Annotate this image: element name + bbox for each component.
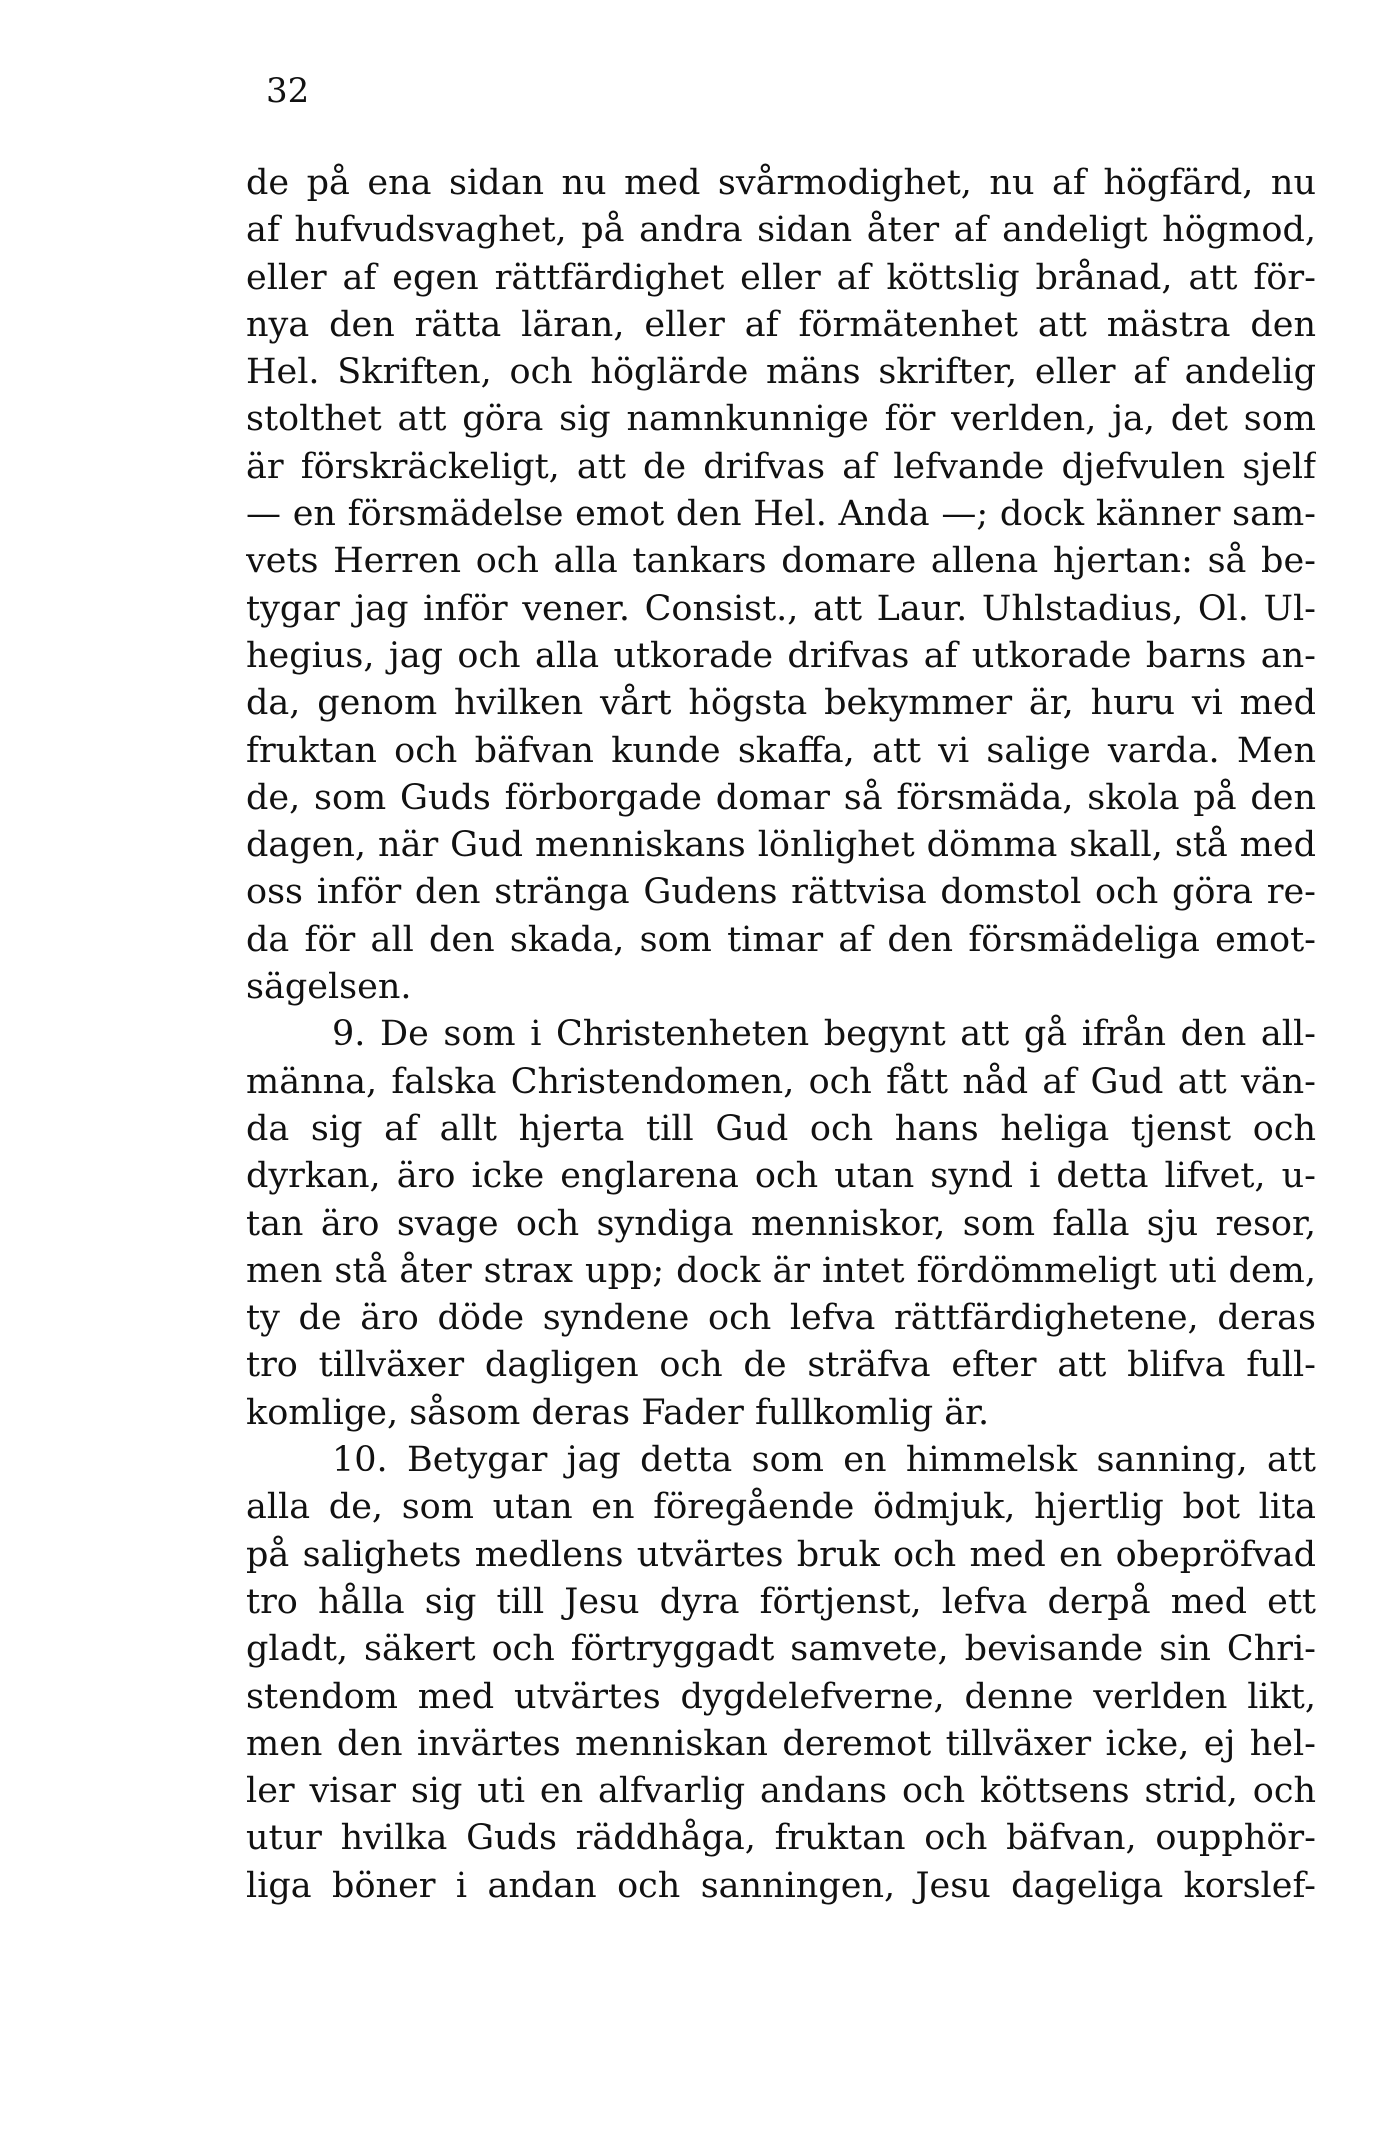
text-line: — en försmädelse emot den Hel. Anda —; dock känner sam- [246, 494, 1316, 535]
text-line: da för all den skada, som timar af den försmädeliga emot- [246, 919, 1316, 960]
text-line: gladt, säkert och förtryggadt samvete, bevisande sin Chri- [246, 1629, 1316, 1670]
text-line: alla de, som utan en föregående ödmjuk, hjertlig bot lita [246, 1487, 1316, 1528]
text-line: tro tillväxer dagligen och de sträfva efter att blifva full- [246, 1345, 1316, 1386]
text-line: tro hålla sig till Jesu dyra förtjenst, lefva derpå med ett [246, 1581, 1316, 1622]
text-line: tygar jag inför vener. Consist., att Laur. Uhlstadius, Ol. Ul- [246, 588, 1316, 629]
text-line: på salighets medlens utvärtes bruk och med en obepröfvad [246, 1534, 1316, 1575]
text-line: oss inför den stränga Gudens rättvisa domstol och göra re- [246, 872, 1316, 913]
text-line: männa, falska Christendomen, och fått nåd af Gud att vän- [246, 1061, 1316, 1102]
text-line: de, som Guds förborgade domar så försmäda, skola på den [246, 777, 1316, 818]
text-line: de på ena sidan nu med svårmodighet, nu af högfärd, nu [246, 163, 1316, 203]
text-line: komlige, såsom deras Fader fullkomlig är. [246, 1392, 990, 1433]
text-line: men stå åter strax upp; dock är intet fördömmeligt uti dem, [246, 1250, 1316, 1291]
body-text [246, 160, 1316, 1910]
text-line: Hel. Skriften, och höglärde mäns skrifter, eller af andelig [246, 352, 1316, 393]
text-line: vets Herren och alla tankars domare allena hjertan: så be- [246, 541, 1316, 582]
page-number: 32 [266, 71, 310, 111]
text-line: utur hvilka Guds räddhåga, fruktan och bäfvan, oupphör- [246, 1818, 1316, 1859]
paragraph-9-start: 9. De som i Christenheten begynt att gå ifrån den all- [332, 1014, 1316, 1055]
text-line: men den invärtes menniskan deremot tillväxer icke, ej hel- [246, 1723, 1316, 1764]
text-line: sägelsen. [246, 967, 412, 1008]
text-line: fruktan och bäfvan kunde skaffa, att vi salige varda. Men [246, 730, 1316, 771]
text-line: dyrkan, äro icke englarena och utan synd i detta lifvet, u- [246, 1156, 1316, 1197]
text-line: nya den rätta läran, eller af förmätenhet att mästra den [246, 304, 1316, 345]
text-line: liga böner i andan och sanningen, Jesu dageliga korslef- [246, 1865, 1316, 1906]
text-line: hegius, jag och alla utkorade drifvas af utkorade barns an- [246, 635, 1316, 676]
text-line: stolthet att göra sig namnkunnige för verlden, ja, det som [246, 399, 1316, 440]
text-line: stendom med utvärtes dygdelefverne, denne verlden likt, [246, 1676, 1316, 1717]
text-line: tan äro svage och syndiga menniskor, som falla sju resor, [246, 1203, 1316, 1244]
text-line: af hufvudsvaghet, på andra sidan åter af andeligt högmod, [246, 210, 1316, 251]
paragraph-10-start: 10. Betygar jag detta som en himmelsk sanning, att [332, 1440, 1316, 1481]
text-line: dagen, när Gud menniskans lönlighet dömma skall, stå med [246, 825, 1316, 866]
text-line: ty de äro döde syndene och lefva rättfärdighetene, deras [246, 1298, 1316, 1339]
text-line: da, genom hvilken vårt högsta bekymmer är, huru vi med [246, 683, 1316, 724]
text-line: är förskräckeligt, att de drifvas af lefvande djefvulen sjelf [246, 446, 1316, 487]
text-line: da sig af allt hjerta till Gud och hans heliga tjenst och [246, 1108, 1316, 1149]
text-line: ler visar sig uti en alfvarlig andans och köttsens strid, och [246, 1771, 1316, 1812]
text-line: eller af egen rättfärdighet eller af köttslig brånad, att för- [246, 257, 1316, 298]
